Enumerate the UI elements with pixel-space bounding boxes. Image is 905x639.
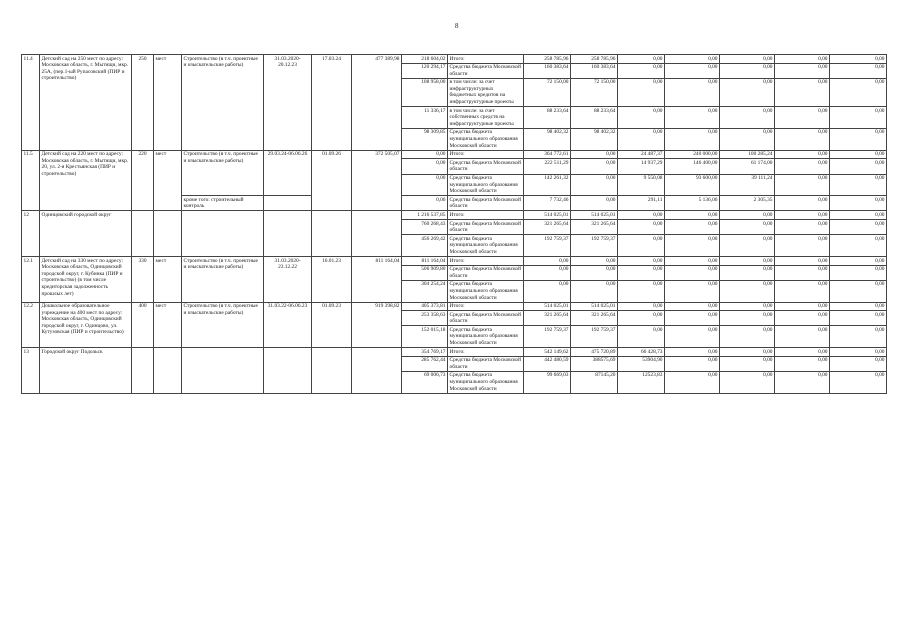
- amount-c3: 0,00: [618, 55, 665, 64]
- amount-c3: 0,00: [618, 326, 665, 348]
- amount-c5: 0,00: [720, 348, 775, 357]
- amount-c2: 88 233,64: [571, 107, 618, 129]
- amount-c4: 0,00: [665, 348, 720, 357]
- funded-total: 120 294,17: [402, 63, 448, 78]
- amount-c3: 0,00: [618, 265, 665, 280]
- amount-c2: 192 759,37: [571, 326, 618, 348]
- amount-c3: 66 428,73: [618, 348, 665, 357]
- amount-c4: 0,00: [665, 63, 720, 78]
- amount-c4: 240 000,00: [665, 150, 720, 159]
- funded-total: 218 604,02: [402, 55, 448, 64]
- amount-c6: 0,00: [775, 311, 830, 326]
- item-number: 13: [22, 348, 40, 394]
- object-name: Дошкольное образовательное учреждение на 400 мест по адресу: Московская область, Одинцовский городской округ, г. Одинцово, ул. Кутузовская (ПИР и строительство): [40, 302, 132, 348]
- amount-c7: 0,00: [830, 63, 887, 78]
- funding-source: в том числе: за счет собственных средств на инфраструктурные проекты: [448, 107, 524, 129]
- amount-c1: 442 480,59: [524, 356, 571, 371]
- amount-c3: 9 550,08: [618, 174, 665, 196]
- amount-c5: 0,00: [720, 78, 775, 106]
- amount-c6: 0,00: [775, 235, 830, 257]
- amount-c1: 321 265,64: [524, 311, 571, 326]
- amount-c1: 542 149,62: [524, 348, 571, 357]
- amount-c2: 160 383,64: [571, 63, 618, 78]
- amount-c4: 5 136,00: [665, 196, 720, 211]
- amount-c3: 0,00: [618, 257, 665, 266]
- funding-source: Итого:: [448, 211, 524, 220]
- funding-source: Итого:: [448, 302, 524, 311]
- commissioning-date: [312, 348, 352, 394]
- amount-c6: 0,00: [775, 326, 830, 348]
- amount-c2: 0,00: [571, 280, 618, 302]
- amount-c2: 192 759,37: [571, 235, 618, 257]
- amount-c2: 0,00: [571, 174, 618, 196]
- commissioning-date: 16.01.23: [312, 257, 352, 303]
- table-row: [22, 302, 887, 311]
- amount-c2: 258 785,96: [571, 55, 618, 64]
- amount-c5: 0,00: [720, 128, 775, 150]
- amount-c3: 14 937,29: [618, 159, 665, 174]
- amount-c4: 0,00: [665, 302, 720, 311]
- amount-c5: 0,00: [720, 107, 775, 129]
- amount-c1: 222 511,29: [524, 159, 571, 174]
- work-period: [264, 348, 312, 394]
- amount-c1: 88 233,64: [524, 107, 571, 129]
- amount-c4: 0,00: [665, 220, 720, 235]
- amount-c7: 0,00: [830, 235, 887, 257]
- extra-period: [264, 196, 312, 211]
- amount-c6: 0,00: [775, 302, 830, 311]
- amount-c6: 0,00: [775, 356, 830, 371]
- item-number: 12.2: [22, 302, 40, 348]
- funded-total: 285 762,44: [402, 356, 448, 371]
- amount-c1: 0,00: [524, 257, 571, 266]
- amount-c4: 0,00: [665, 265, 720, 280]
- object-name: Детский сад на 220 мест по адресу: Московская область, г. Мытищи, мкр. 20, ул. 2-я Крестьянская (ПИР и строительство): [40, 150, 132, 211]
- funded-total: 98 309,85: [402, 128, 448, 150]
- work-period: 29.03.24-06.06.26: [264, 150, 312, 196]
- amount-c5: 0,00: [720, 371, 775, 393]
- capacity: [132, 348, 154, 394]
- amount-c6: 0,00: [775, 265, 830, 280]
- funded-total: 0,00: [402, 150, 448, 159]
- capacity: 220: [132, 150, 154, 211]
- funding-source: Средства бюджета Московской области: [448, 196, 524, 211]
- amount-c3: 0,00: [618, 280, 665, 302]
- amount-c4: 93 600,00: [665, 174, 720, 196]
- amount-c4: 0,00: [665, 211, 720, 220]
- item-number: 11.5: [22, 150, 40, 211]
- funding-source: Средства бюджета муниципального образования Московской области: [448, 128, 524, 150]
- funded-total: 0,00: [402, 174, 448, 196]
- funded-total: 354 769,17: [402, 348, 448, 357]
- amount-c3: 0,00: [618, 128, 665, 150]
- amount-c6: 0,00: [775, 159, 830, 174]
- amount-c7: 0,00: [830, 265, 887, 280]
- amount-c2: 72 150,00: [571, 78, 618, 106]
- amount-c4: 0,00: [665, 257, 720, 266]
- amount-c7: 0,00: [830, 280, 887, 302]
- amount-c5: 0,00: [720, 326, 775, 348]
- amount-c7: 0,00: [830, 78, 887, 106]
- funded-total: 0,00: [402, 159, 448, 174]
- amount-c1: 160 383,64: [524, 63, 571, 78]
- amount-c5: 0,00: [720, 265, 775, 280]
- amount-c1: 258 785,96: [524, 55, 571, 64]
- work-period: 31.03.22-06.06.23: [264, 302, 312, 348]
- estimated-cost: 811 164,04: [352, 257, 402, 303]
- amount-c7: 0,00: [830, 211, 887, 220]
- capacity-unit: мест: [154, 150, 182, 211]
- funded-total: 405 373,81: [402, 302, 448, 311]
- funded-total: 1 216 537,85: [402, 211, 448, 220]
- funded-total: 69 006,73: [402, 371, 448, 393]
- amount-c5: 0,00: [720, 63, 775, 78]
- work-type: Строительство (в т.ч. проектные и изыскательские работы): [182, 257, 264, 303]
- amount-c4: 0,00: [665, 107, 720, 129]
- amount-c3: 0,00: [618, 78, 665, 106]
- amount-c6: 0,00: [775, 348, 830, 357]
- amount-c5: 61 174,00: [720, 159, 775, 174]
- amount-c3: 0,00: [618, 63, 665, 78]
- amount-c4: 0,00: [665, 356, 720, 371]
- work-type: [182, 348, 264, 394]
- funded-total: 760 268,43: [402, 220, 448, 235]
- amount-c1: 192 759,37: [524, 326, 571, 348]
- amount-c4: 0,00: [665, 280, 720, 302]
- amount-c1: 0,00: [524, 265, 571, 280]
- amount-c2: 0,00: [571, 265, 618, 280]
- amount-c1: 98 402,32: [524, 128, 571, 150]
- amount-c1: 0,00: [524, 280, 571, 302]
- amount-c1: 514 025,01: [524, 211, 571, 220]
- funding-source: в том числе: за счет инфраструктурных бюджетных кредитов на инфраструктурные проекты: [448, 78, 524, 106]
- funded-total: 253 358,63: [402, 311, 448, 326]
- table-row: [22, 150, 887, 159]
- amount-c6: 0,00: [775, 78, 830, 106]
- amount-c6: 0,00: [775, 63, 830, 78]
- funded-total: 108 958,00: [402, 78, 448, 106]
- commissioning-date: 17.03.24: [312, 55, 352, 151]
- amount-c5: 2 305,35: [720, 196, 775, 211]
- amount-c6: 0,00: [775, 107, 830, 129]
- amount-c2: 0,00: [571, 159, 618, 174]
- amount-c3: 53904,90: [618, 356, 665, 371]
- amount-c5: 0,00: [720, 280, 775, 302]
- amount-c5: 0,00: [720, 220, 775, 235]
- amount-c6: 0,00: [775, 174, 830, 196]
- funding-source: Итого:: [448, 348, 524, 357]
- item-number: 12.1: [22, 257, 40, 303]
- amount-c4: 0,00: [665, 371, 720, 393]
- funded-total: 11 336,17: [402, 107, 448, 129]
- funded-total: 152 015,18: [402, 326, 448, 348]
- amount-c5: 0,00: [720, 55, 775, 64]
- capacity-unit: мест: [154, 257, 182, 303]
- amount-c7: 0,00: [830, 55, 887, 64]
- capacity-unit: мест: [154, 55, 182, 151]
- amount-c5: 0,00: [720, 211, 775, 220]
- commissioning-date: 01.09.23: [312, 302, 352, 348]
- funding-source: Средства бюджета Московской области: [448, 356, 524, 371]
- work-period: 31.03.2020-23.12.22: [264, 257, 312, 303]
- amount-c2: 0,00: [571, 257, 618, 266]
- funded-total: 506 909,80: [402, 265, 448, 280]
- funding-source: Итого:: [448, 257, 524, 266]
- amount-c7: 0,00: [830, 159, 887, 174]
- amount-c6: 0,00: [775, 196, 830, 211]
- amount-c4: 146 400,00: [665, 159, 720, 174]
- amount-c2: 0,00: [571, 196, 618, 211]
- amount-c5: 0,00: [720, 302, 775, 311]
- funding-source: Средства бюджета муниципального образования Московской области: [448, 235, 524, 257]
- amount-c1: 72 150,00: [524, 78, 571, 106]
- amount-c7: 0,00: [830, 348, 887, 357]
- amount-c3: 0,00: [618, 302, 665, 311]
- extra-label: кроме того: строительный контроль: [182, 196, 264, 211]
- object-name: Городской округ Подольск: [40, 348, 132, 394]
- amount-c2: 388575,69: [571, 356, 618, 371]
- amount-c5: 100 285,24: [720, 150, 775, 159]
- amount-c6: 0,00: [775, 371, 830, 393]
- table-row: [22, 348, 887, 357]
- funding-source: Итого:: [448, 55, 524, 64]
- estimated-cost: [352, 211, 402, 257]
- work-period: [264, 211, 312, 257]
- amount-c1: 142 261,32: [524, 174, 571, 196]
- amount-c2: 321 265,64: [571, 220, 618, 235]
- estimated-cost: [352, 348, 402, 394]
- amount-c2: 321 265,64: [571, 311, 618, 326]
- funding-source: Средства бюджета Московской области: [448, 63, 524, 78]
- estimated-cost: 477 389,98: [352, 55, 402, 151]
- amount-c7: 0,00: [830, 257, 887, 266]
- amount-c7: 0,00: [830, 196, 887, 211]
- amount-c7: 0,00: [830, 356, 887, 371]
- amount-c4: 0,00: [665, 128, 720, 150]
- table-row: [22, 55, 887, 64]
- amount-c1: 514 025,01: [524, 302, 571, 311]
- amount-c7: 0,00: [830, 107, 887, 129]
- capacity: [132, 211, 154, 257]
- amount-c4: 0,00: [665, 235, 720, 257]
- amount-c6: 0,00: [775, 220, 830, 235]
- work-period: 31.03.2020-20.12.23: [264, 55, 312, 151]
- amount-c4: 0,00: [665, 55, 720, 64]
- amount-c6: 0,00: [775, 128, 830, 150]
- amount-c3: 0,00: [618, 311, 665, 326]
- funded-total: 0,00: [402, 196, 448, 211]
- capacity-unit: [154, 348, 182, 394]
- amount-c3: 12523,83: [618, 371, 665, 393]
- amount-c6: 0,00: [775, 150, 830, 159]
- amount-c2: 87145,20: [571, 371, 618, 393]
- funding-source: Средства бюджета Московской области: [448, 265, 524, 280]
- work-type: [182, 211, 264, 257]
- amount-c1: 364 772,61: [524, 150, 571, 159]
- amount-c4: 0,00: [665, 311, 720, 326]
- funded-total: 456 269,42: [402, 235, 448, 257]
- amount-c7: 0,00: [830, 220, 887, 235]
- capacity-unit: мест: [154, 302, 182, 348]
- amount-c2: 0,00: [571, 150, 618, 159]
- amount-c6: 0,00: [775, 55, 830, 64]
- item-number: 11.4: [22, 55, 40, 151]
- amount-c1: 321 265,64: [524, 220, 571, 235]
- amount-c7: 0,00: [830, 302, 887, 311]
- estimated-cost: 919 398,82: [352, 302, 402, 348]
- funding-source: Средства бюджета Московской области: [448, 220, 524, 235]
- amount-c6: 0,00: [775, 211, 830, 220]
- amount-c5: 39 111,24: [720, 174, 775, 196]
- amount-c4: 0,00: [665, 326, 720, 348]
- capacity-unit: [154, 211, 182, 257]
- amount-c3: 0,00: [618, 220, 665, 235]
- commissioning-date: 01.09.26: [312, 150, 352, 211]
- funding-source: Средства бюджета муниципального образования Московской области: [448, 174, 524, 196]
- amount-c3: 24 487,37: [618, 150, 665, 159]
- amount-c5: 0,00: [720, 356, 775, 371]
- funding-source: Средства бюджета муниципального образования Московской области: [448, 280, 524, 302]
- funded-total: 811 164,04: [402, 257, 448, 266]
- item-number: 12: [22, 211, 40, 257]
- amount-c5: 0,00: [720, 257, 775, 266]
- capacity: 400: [132, 302, 154, 348]
- table-row: [22, 211, 887, 220]
- budget-table: [21, 54, 887, 394]
- page-number: 8: [455, 22, 459, 30]
- amount-c1: 7 732,46: [524, 196, 571, 211]
- amount-c4: 0,00: [665, 78, 720, 106]
- amount-c7: 0,00: [830, 150, 887, 159]
- object-name: Детский сад на 330 мест по адресу: Московская область, Одинцовский городской округ, г. Кубинка (ПИР и строительство) (в том числе кредиторская задолженность прошлых лет): [40, 257, 132, 303]
- amount-c7: 0,00: [830, 326, 887, 348]
- amount-c2: 514 025,01: [571, 211, 618, 220]
- amount-c3: 0,00: [618, 211, 665, 220]
- amount-c1: 192 759,37: [524, 235, 571, 257]
- funding-source: Итого:: [448, 150, 524, 159]
- amount-c6: 0,00: [775, 280, 830, 302]
- funded-total: 304 254,24: [402, 280, 448, 302]
- work-type: Строительство (в т.ч. проектные и изыскательские работы): [182, 150, 264, 196]
- amount-c7: 0,00: [830, 371, 887, 393]
- capacity: 330: [132, 257, 154, 303]
- object-name: Одинцовский городской округ: [40, 211, 132, 257]
- work-type: Строительство (в т.ч. проектные и изыскательские работы): [182, 55, 264, 151]
- amount-c7: 0,00: [830, 311, 887, 326]
- estimated-cost: 372 505,07: [352, 150, 402, 211]
- capacity: 250: [132, 55, 154, 151]
- amount-c1: 99 669,03: [524, 371, 571, 393]
- funding-source: Средства бюджета Московской области: [448, 159, 524, 174]
- amount-c6: 0,00: [775, 257, 830, 266]
- amount-c7: 0,00: [830, 174, 887, 196]
- funding-source: Средства бюджета Московской области: [448, 311, 524, 326]
- commissioning-date: [312, 211, 352, 257]
- amount-c3: 0,00: [618, 107, 665, 129]
- work-type: Строительство (в т.ч. проектные и изыскательские работы): [182, 302, 264, 348]
- funding-source: Средства бюджета муниципального образования Московской области: [448, 326, 524, 348]
- amount-c2: 475 720,89: [571, 348, 618, 357]
- amount-c5: 0,00: [720, 235, 775, 257]
- amount-c5: 0,00: [720, 311, 775, 326]
- amount-c7: 0,00: [830, 128, 887, 150]
- funding-source: Средства бюджета муниципального образования Московской области: [448, 371, 524, 393]
- amount-c2: 514 025,01: [571, 302, 618, 311]
- amount-c3: 291,11: [618, 196, 665, 211]
- amount-c2: 98 402,32: [571, 128, 618, 150]
- object-name: Детский сад на 250 мест по адресу: Московская область, г. Мытищи, мкр. 25А, (пер.1-ый Рупасовский (ПИР и строительство): [40, 55, 132, 151]
- amount-c3: 0,00: [618, 235, 665, 257]
- table-row: [22, 257, 887, 266]
